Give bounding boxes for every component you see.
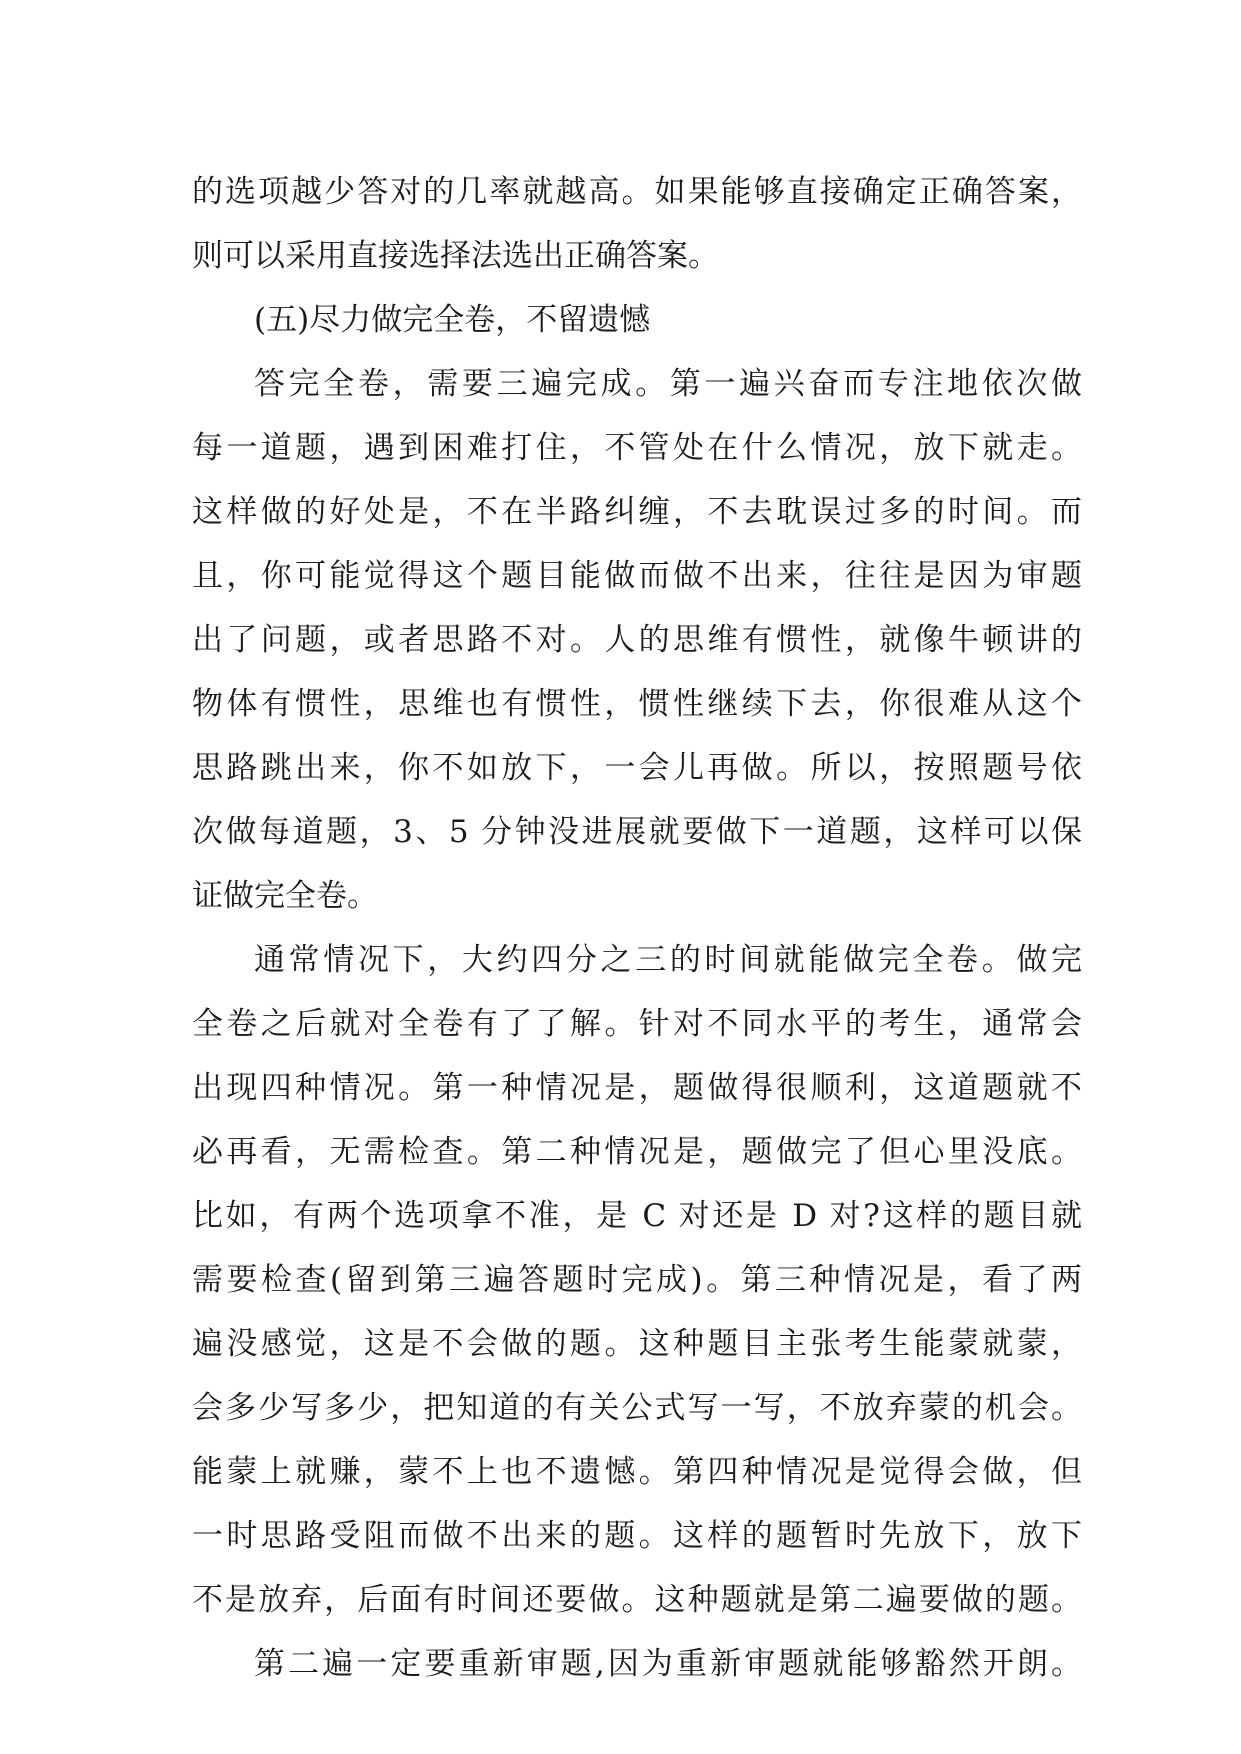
text-line: 物体有惯性，思维也有惯性，惯性继续下去，你很难从这个 (192, 686, 1082, 722)
text-line: 出现四种情况。第一种情况是，题做得很顺利，这道题就不 (192, 1070, 1082, 1106)
text-line: 一时思路受阻而做不出来的题。这样的题暂时先放下，放下 (192, 1518, 1082, 1554)
text-line: 比如，有两个选项拿不准，是 C 对还是 D 对?这样的题目就 (192, 1198, 1082, 1234)
text-line: 证做完全卷。 (192, 878, 378, 914)
text-line: 能蒙上就赚，蒙不上也不遗憾。第四种情况是觉得会做，但 (192, 1454, 1082, 1490)
text-line: 遍没感觉，这是不会做的题。这种题目主张考生能蒙就蒙， (192, 1326, 1082, 1362)
text-line: 次做每道题，3、5 分钟没进展就要做下一道题，这样可以保 (192, 814, 1082, 850)
text-line: 会多少写多少，把知道的有关公式写一写，不放弃蒙的机会。 (192, 1390, 1082, 1426)
text-line: 出了问题，或者思路不对。人的思维有惯性，就像牛顿讲的 (192, 622, 1082, 658)
paragraph-first-line: 答完全卷，需要三遍完成。第一遍兴奋而专注地依次做 (254, 366, 1082, 402)
text-line: 这样做的好处是，不在半路纠缠，不去耽误过多的时间。而 (192, 494, 1082, 530)
text-line: 需要检查(留到第三遍答题时完成)。第三种情况是，看了两 (192, 1262, 1082, 1298)
text-line: 则可以采用直接选择法选出正确答案。 (192, 238, 719, 274)
section-heading: (五)尽力做完全卷，不留遗憾 (254, 302, 651, 338)
text-line: 不是放弃，后面有时间还要做。这种题就是第二遍要做的题。 (192, 1582, 1082, 1618)
paragraph-first-line: 通常情况下，大约四分之三的时间就能做完全卷。做完 (254, 942, 1082, 978)
text-line: 必再看，无需检查。第二种情况是，题做完了但心里没底。 (192, 1134, 1082, 1170)
paragraph-first-line: 第二遍一定要重新审题,因为重新审题就能够豁然开朗。 (254, 1646, 1082, 1682)
text-line: 思路跳出来，你不如放下，一会儿再做。所以，按照题号依 (192, 750, 1082, 786)
text-line: 全卷之后就对全卷有了了解。针对不同水平的考生，通常会 (192, 1006, 1082, 1042)
text-line: 每一道题，遇到困难打住，不管处在什么情况，放下就走。 (192, 430, 1082, 466)
text-line: 且，你可能觉得这个题目能做而做不出来，往往是因为审题 (192, 558, 1082, 594)
body-text (192, 160, 1082, 1696)
text-line: 的选项越少答对的几率就越高。如果能够直接确定正确答案， (192, 174, 1082, 210)
